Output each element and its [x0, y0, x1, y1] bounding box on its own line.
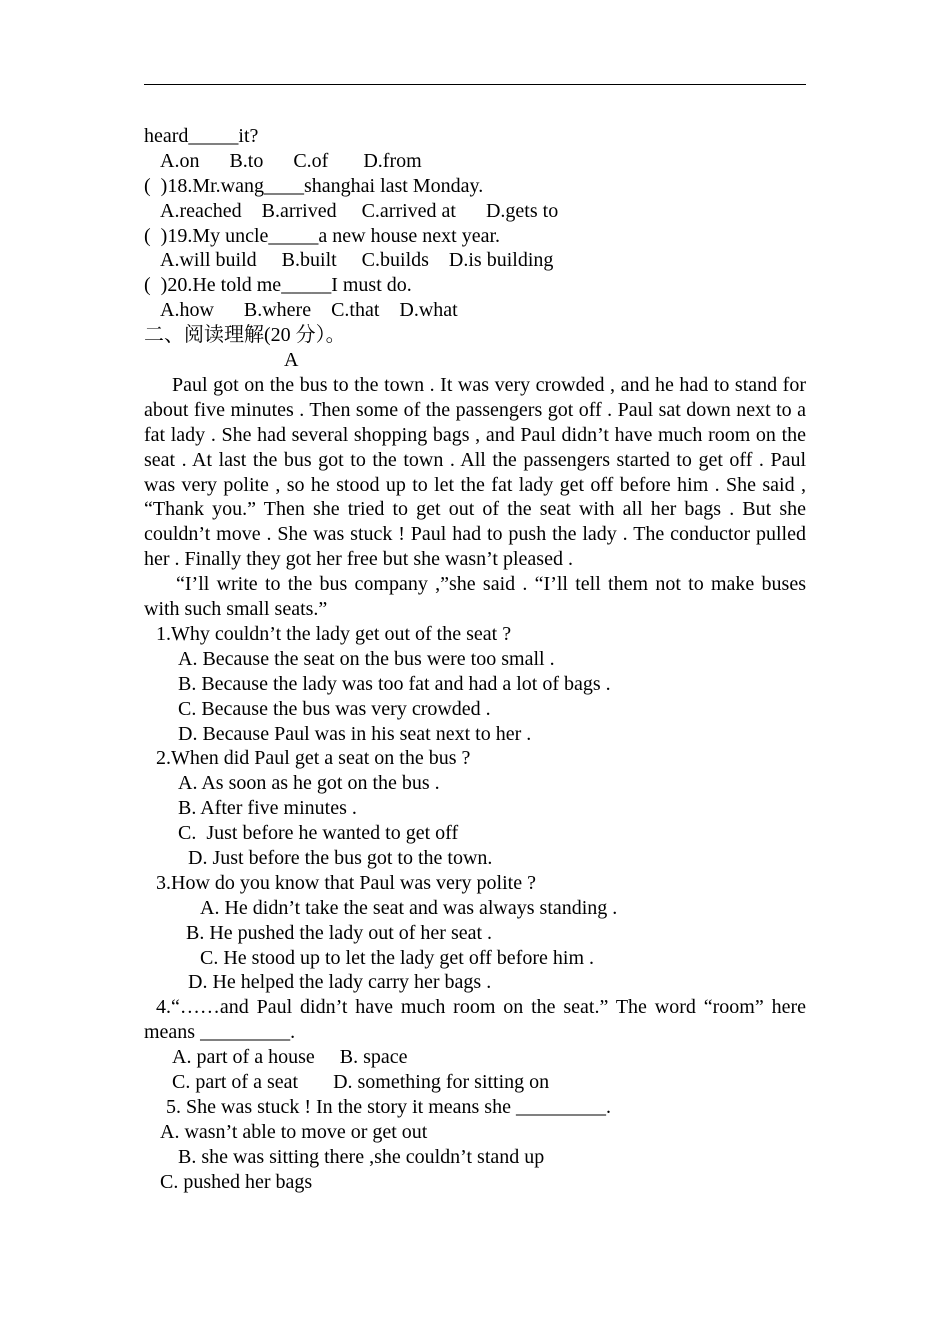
document-body: [144, 124, 806, 1194]
question-17-continuation: heard_____it?: [144, 125, 259, 147]
question-2-option-a: A. As soon as he got on the bus .: [178, 772, 440, 795]
question-4-options-cd: C. part of a seat D. something for sitting on: [172, 1071, 550, 1094]
question-18: ( )18.Mr.wang____shanghai last Monday.: [144, 174, 484, 197]
question-2-option-b: B. After five minutes .: [178, 797, 357, 820]
question-5-option-c: C. pushed her bags: [160, 1170, 313, 1193]
question-19-options: A.will build B.built C.builds D.is building: [160, 249, 554, 272]
question-1-option-d: D. Because Paul was in his seat next to her .: [178, 722, 532, 745]
question-19: ( )19.My uncle_____a new house next year.: [144, 224, 501, 247]
passage-paragraph-2: “I’ll write to the bus company ,”she said . “I’ll tell them not to make buses with such small seats.”: [144, 573, 806, 621]
question-3-option-a: A. He didn’t take the seat and was always standing .: [200, 896, 618, 919]
question-3-option-b: B. He pushed the lady out of her seat .: [186, 921, 493, 944]
section-heading: 二、阅读理解(20 分）。: [144, 324, 346, 347]
question-2: 2.When did Paul get a seat on the bus ?: [156, 747, 471, 770]
question-5-option-b: B. she was sitting there ,she couldn’t stand up: [178, 1145, 545, 1168]
question-1-option-c: C. Because the bus was very crowded .: [178, 697, 491, 720]
question-1-option-a: A. Because the seat on the bus were too small .: [178, 647, 555, 670]
header-rule: [144, 84, 806, 85]
question-17-options: A.on B.to C.of D.from: [160, 149, 422, 172]
passage-label: A: [284, 349, 299, 372]
question-3: 3.How do you know that Paul was very polite ?: [156, 871, 536, 894]
question-2-option-c: C. Just before he wanted to get off: [178, 822, 459, 845]
question-4-options-ab: A. part of a house B. space: [172, 1046, 408, 1069]
question-5: 5. She was stuck ! In the story it means she _________.: [166, 1095, 611, 1118]
question-1: 1.Why couldn’t the lady get out of the seat ?: [156, 622, 512, 645]
question-18-options: A.reached B.arrived C.arrived at D.gets to: [160, 199, 559, 222]
question-4: 4.“……and Paul didn’t have much room on the seat.” The word “room” here means _________.: [144, 996, 806, 1044]
question-20: ( )20.He told me_____I must do.: [144, 274, 412, 297]
question-1-option-b: B. Because the lady was too fat and had a lot of bags .: [178, 672, 611, 695]
question-3-option-c: C. He stood up to let the lady get off before him .: [200, 946, 594, 969]
question-20-options: A.how B.where C.that D.what: [160, 299, 458, 322]
question-3-option-d: D. He helped the lady carry her bags .: [188, 971, 492, 994]
passage-paragraph-1: Paul got on the bus to the town . It was very crowded , and he had to stand for about five minutes . Then some of the passengers got off . Paul sat down next to a fat lady . She had several shopping bags , and Paul didn’t have much room on the seat . At last the bus got to the town . All the passengers started to get off . Paul was very polite , so he stood up to let the fat lady get off before him . She said , “Thank you.” Then she tried to get out of the seat with all her bags . But she couldn’t move . She was stuck ! Paul had to push the lady . The conductor pulled her . Finally they got her free but she wasn’t pleased .: [144, 373, 806, 571]
question-5-option-a: A. wasn’t able to move or get out: [160, 1120, 428, 1143]
question-2-option-d: D. Just before the bus got to the town.: [188, 846, 493, 869]
